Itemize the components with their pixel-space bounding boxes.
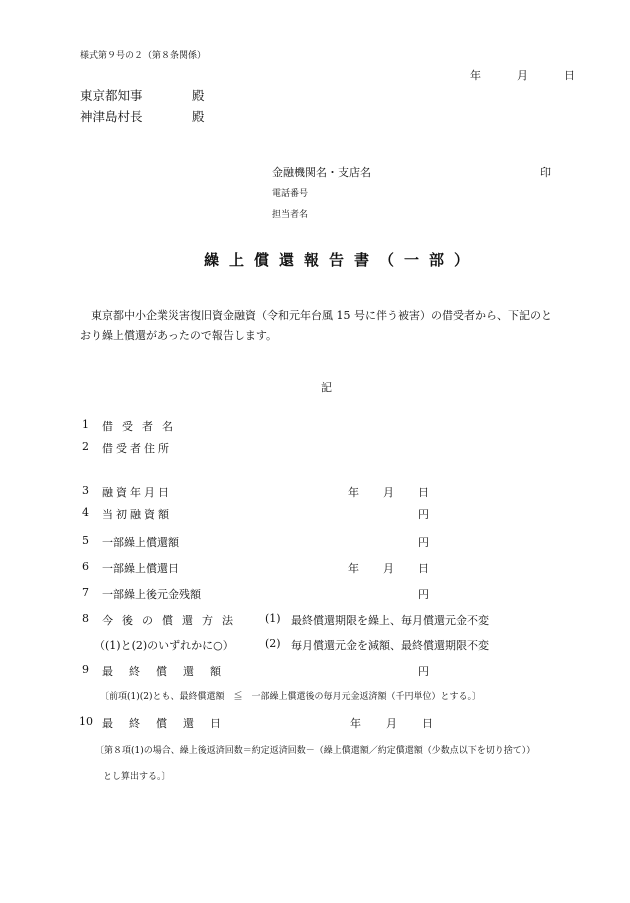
item-6-year: 年 [348, 562, 359, 575]
item-5-number: 5 [82, 534, 89, 547]
item-7-number: 7 [82, 586, 89, 599]
item-10-month: 月 [386, 717, 397, 730]
person-label: 担当者名 [272, 210, 309, 220]
header-date-year: 年 [470, 69, 481, 82]
item-7-label: 一部繰上後元金残額 [102, 588, 201, 601]
item-8-note: （(1)と(2)のいずれかに○） [94, 639, 234, 652]
item-8-label: 今後の償還方法 [102, 614, 242, 627]
item-4-label: 当初融資額 [102, 508, 172, 521]
addressee-governor: 東京都知事 [80, 88, 143, 103]
item-4-number: 4 [82, 506, 89, 519]
phone-label: 電話番号 [272, 189, 309, 199]
item-5-label: 一部繰上償還額 [102, 536, 179, 549]
item-3-year: 年 [348, 486, 359, 499]
item-6-label: 一部繰上償還日 [102, 562, 179, 575]
item-1-number: 1 [82, 418, 89, 431]
addressee-mayor: 神津島村長 [80, 109, 143, 124]
item-6-month: 月 [383, 562, 394, 575]
item-3-label: 融資年月日 [102, 486, 172, 499]
item-5-yen: 円 [418, 536, 429, 549]
addressee-governor-honorific: 殿 [192, 88, 205, 103]
item-6-number: 6 [82, 560, 89, 573]
item-8-option-2-number: (2) [265, 637, 281, 650]
item-9-note: 〔前項(1)(2)とも、最終償還額 ≦ 一部繰上償還後の毎月元金返済額（千円単位）とする。〕 [100, 692, 481, 702]
item-9-yen: 円 [418, 665, 429, 678]
item-6-day: 日 [418, 562, 429, 575]
intro-line-1: 東京都中小企業災害復旧資金融資（令和元年台風 15 号に伴う被害）の借受者から、下記のと [91, 309, 552, 322]
item-8-option-1: 最終償還期限を繰上、毎月償還元金不変 [291, 614, 489, 627]
institution-label: 金融機関名・支店名 [272, 166, 371, 179]
form-number: 様式第９号の２（第８条関係） [80, 51, 207, 61]
item-2-label: 借受者住所 [102, 442, 172, 455]
item-10-label: 最終償還日 [102, 717, 237, 730]
item-1-label: 借受者名 [102, 420, 182, 433]
intro-line-2: おり繰上償還があったので報告します。 [80, 329, 278, 342]
item-9-label: 最終償還額 [102, 665, 237, 678]
seal-mark: 印 [540, 166, 551, 179]
item-10-number: 10 [79, 715, 93, 728]
item-10-note-line-1: 〔第８項(1)の場合、繰上後返済回数＝約定返済回数－（繰上償還額／約定償還額（少数点以下を切り捨て）） [95, 746, 536, 756]
item-10-note-line-2: とし算出する。〕 [103, 772, 171, 782]
item-3-day: 日 [418, 486, 429, 499]
item-9-number: 9 [82, 663, 89, 676]
header-date-day: 日 [564, 69, 575, 82]
item-8-number: 8 [82, 612, 89, 625]
item-7-yen: 円 [418, 588, 429, 601]
header-date-month: 月 [517, 69, 528, 82]
item-3-number: 3 [82, 484, 89, 497]
document-title: 繰上償還報告書（一部） [204, 251, 480, 269]
item-10-year: 年 [350, 717, 361, 730]
item-2-number: 2 [82, 440, 89, 453]
item-3-month: 月 [383, 486, 394, 499]
item-4-yen: 円 [418, 508, 429, 521]
ki-heading: 記 [321, 381, 332, 394]
item-8-option-1-number: (1) [265, 612, 281, 625]
addressee-mayor-honorific: 殿 [192, 109, 205, 124]
item-10-day: 日 [422, 717, 433, 730]
item-8-option-2: 毎月償還元金を減額、最終償還期限不変 [291, 639, 489, 652]
